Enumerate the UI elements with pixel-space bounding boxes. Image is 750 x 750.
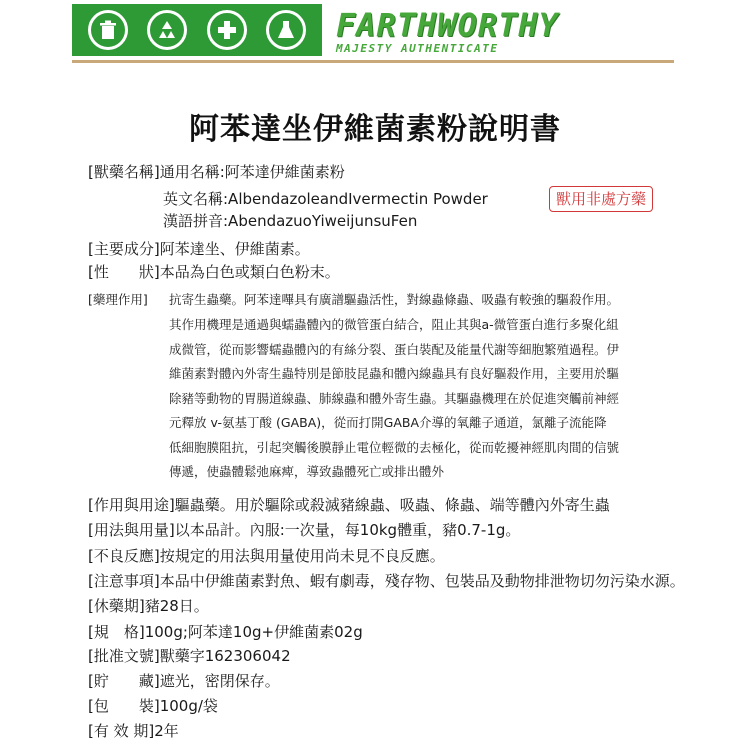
package-row — [88, 696, 218, 716]
medical-cross-icon — [207, 10, 247, 50]
pharmacology-line: 元釋放 v-氨基丁酸 (GABA)，從而打開GABA介導的氧離子通道，氯離子流能降 — [169, 415, 607, 430]
caution-row — [88, 571, 685, 591]
withdrawal-row — [88, 596, 209, 616]
spec-value: 100g;阿苯達10g+伊維菌素02g — [144, 623, 363, 641]
dosage-label: [用法與用量] — [88, 521, 175, 539]
brand-name: FARTHWORTHY — [336, 6, 559, 44]
drug-common-name: 通用名稱:阿苯達伊維菌素粉 — [159, 163, 345, 181]
banner-divider — [72, 60, 674, 63]
caution-label: [注意事項] — [88, 572, 160, 590]
otc-veterinary-stamp: 獸用非處方藥 — [549, 186, 653, 212]
ingredients-value: 阿苯達坐、伊維菌素。 — [159, 240, 310, 258]
dosage-row — [88, 520, 520, 540]
storage-label: [貯 藏] — [88, 672, 160, 690]
usage-label: [作用與用途] — [88, 496, 175, 514]
document-title: 阿苯達坐伊維菌素粉說明書 — [189, 112, 561, 147]
pharmacology-label: [藥理作用] — [88, 292, 148, 307]
drug-name-label: [獸藥名稱] — [88, 163, 160, 181]
pharmacology-line: 成微管，從而影響蠕蟲體內的有絲分裂、蛋白裝配及能量代謝等細胞繁殖過程。伊 — [169, 342, 620, 357]
spec-row — [88, 622, 363, 642]
brand-banner — [72, 4, 674, 60]
banner-icon-strip — [72, 4, 322, 56]
usage-row — [88, 495, 610, 515]
usage-value: 驅蟲藥。用於驅除或殺滅豬線蟲、吸蟲、條蟲、端等體內外寄生蟲 — [174, 496, 610, 514]
adverse-row — [88, 546, 445, 566]
brand-text — [322, 4, 674, 60]
withdrawal-value: 豬28日。 — [144, 597, 209, 615]
recycle-bin-icon — [88, 10, 128, 50]
pharmacology-line: 維菌素對體內外寄生蟲特別是節肢昆蟲和體內線蟲具有良好驅殺作用，主要用於驅 — [169, 366, 620, 381]
appearance-value: 本品為白色或類白色粉末。 — [159, 263, 340, 281]
adverse-label: [不良反應] — [88, 547, 160, 565]
pharmacology-line: 傳遞，使蟲體鬆弛麻痺，導致蟲體死亡或排出體外 — [169, 464, 445, 479]
storage-row — [88, 671, 280, 691]
validity-value: 2年 — [154, 722, 179, 740]
approval-value: 獸藥字162306042 — [159, 647, 291, 665]
lab-flask-icon — [266, 10, 306, 50]
drug-english-name: 英文名稱:AlbendazoleandIvermectin Powder — [163, 190, 488, 208]
recycle-arrows-icon — [147, 10, 187, 50]
brand-tagline: MAJESTY AUTHENTICATE — [336, 42, 499, 55]
dosage-value: 以本品計。內服:一次量，每10kg體重，豬0.7-1g。 — [174, 521, 521, 539]
drug-name-row — [88, 162, 345, 182]
storage-value: 遮光，密閉保存。 — [159, 672, 280, 690]
pharmacology-line: 其作用機理是通過與蠕蟲體內的微管蛋白結合，阻止其與a-微管蛋白進行多聚化組 — [169, 317, 619, 332]
approval-row — [88, 646, 291, 666]
ingredients-label: [主要成分] — [88, 240, 160, 258]
caution-value: 本品中伊維菌素對魚、蝦有劇毒，殘存物、包裝品及動物排泄物切勿污染水源。 — [159, 572, 685, 590]
spec-label: [規 格] — [88, 623, 145, 641]
approval-label: [批准文號] — [88, 647, 160, 665]
ingredients-row — [88, 239, 310, 259]
adverse-value: 按規定的用法與用量使用尚未見不良反應。 — [159, 547, 445, 565]
drug-pinyin-name: 漢語拼音:AbendazuoYiweijunsuFen — [163, 212, 418, 230]
pharmacology-line: 除豬等動物的胃腸道線蟲、肺線蟲和體外寄生蟲。其驅蟲機理在於促進突觸前神經 — [169, 391, 620, 406]
withdrawal-label: [休藥期] — [88, 597, 145, 615]
package-label: [包 裝] — [88, 697, 160, 715]
validity-row — [88, 721, 179, 741]
pharmacology-line: 抗寄生蟲藥。阿苯達嗶具有廣譜驅蟲活性，對線蟲條蟲、吸蟲有較強的驅殺作用。 — [169, 292, 620, 307]
appearance-row — [88, 262, 340, 282]
pharmacology-line: 低細胞膜阻抗，引起突觸後膜靜止電位輕微的去極化，從而乾擾神經肌肉間的信號 — [169, 440, 620, 455]
appearance-label: [性 狀] — [88, 263, 160, 281]
package-value: 100g/袋 — [159, 697, 218, 715]
validity-label: [有 效 期] — [88, 722, 155, 740]
